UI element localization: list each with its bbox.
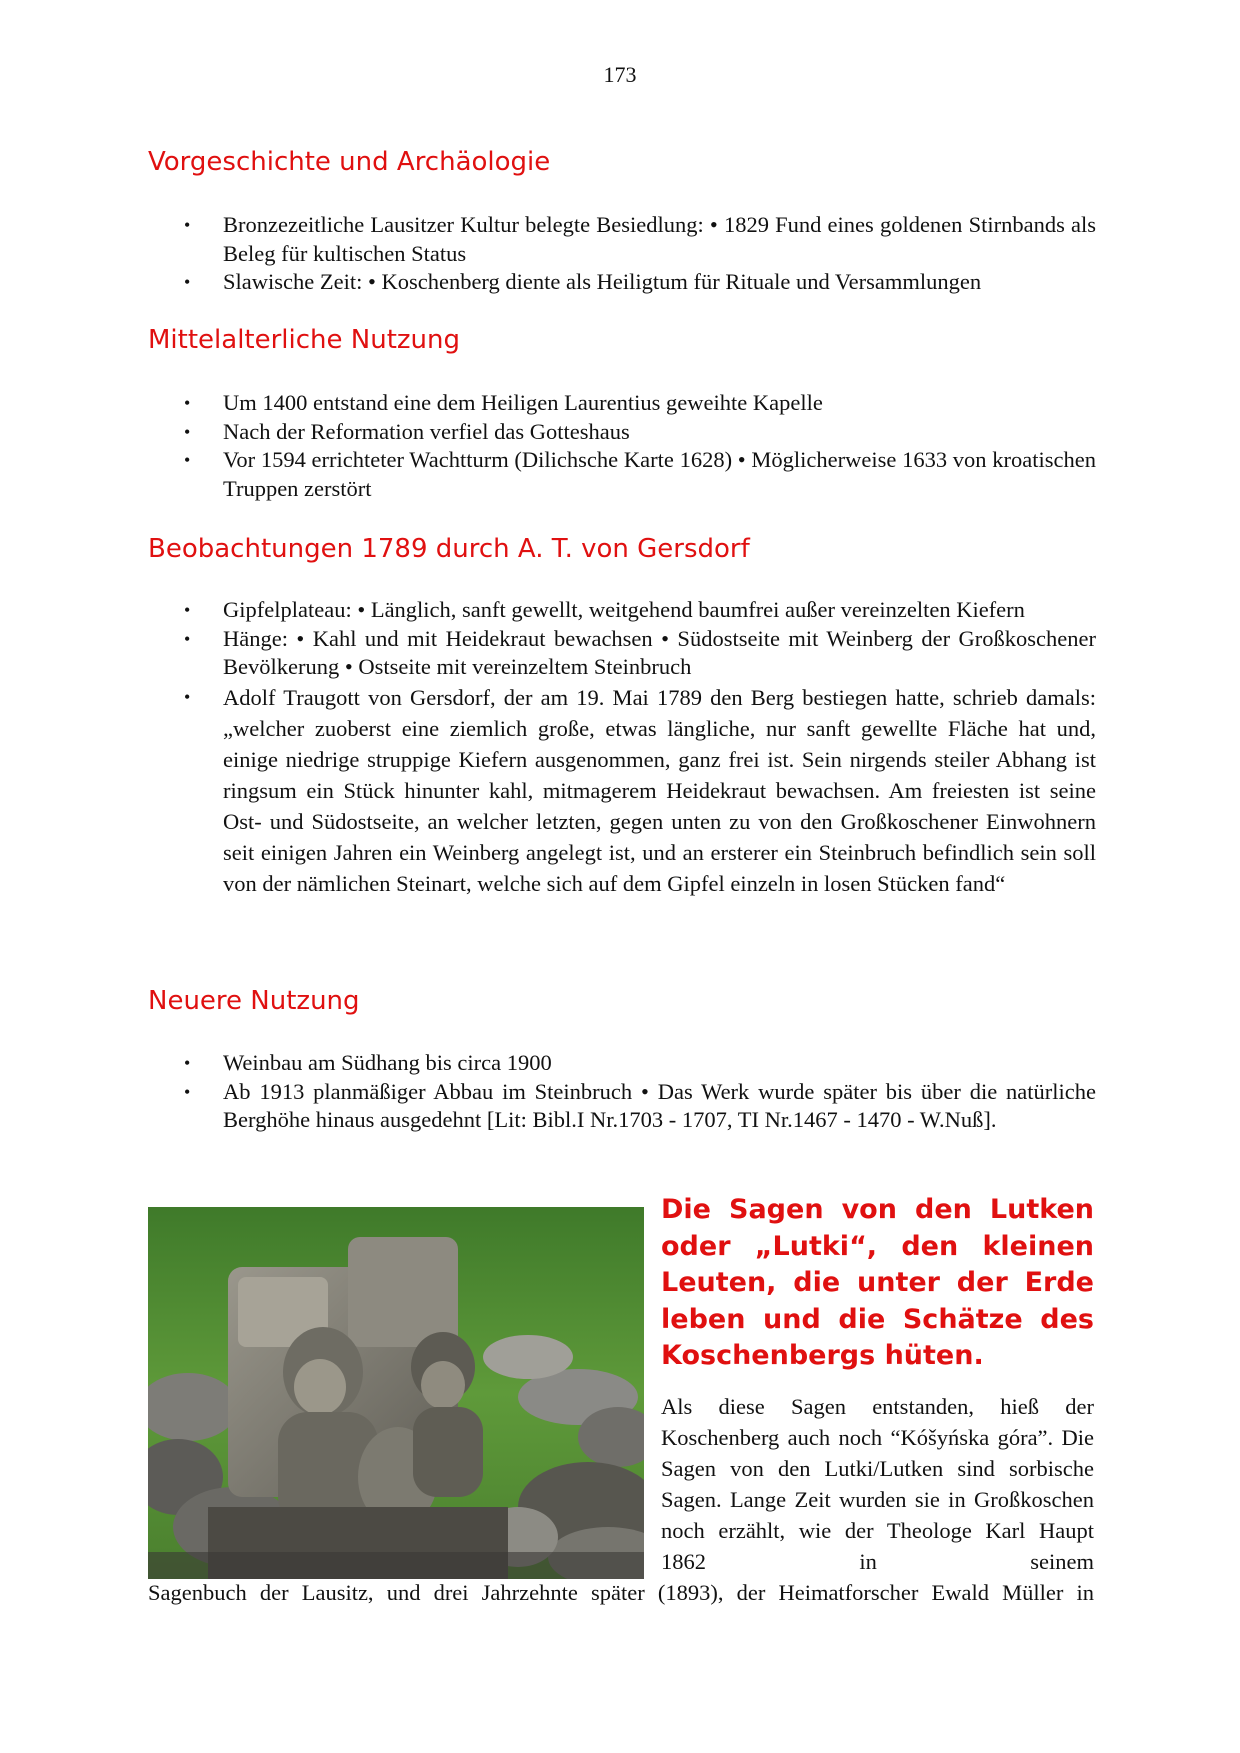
- list-item: • Vor 1594 errichteter Wachtturm (Dilichsche Karte 1628) • Möglicherweise 1633 von kroatischen Truppen zerstört: [148, 446, 1096, 503]
- section-heading-neuere-nutzung: Neuere Nutzung: [148, 986, 360, 1016]
- list-item: • Bronzezeitliche Lausitzer Kultur belegte Besiedlung: • 1829 Fund eines goldenen Stirnbands als Beleg für kultischen Status: [148, 211, 1096, 268]
- section-heading-vorgeschichte: Vorgeschichte und Archäologie: [148, 147, 551, 177]
- sagen-heading: Die Sagen von den Lutken oder „Lutki“, den kleinen Leuten, die unter der Erde leben und die Schätze des Koschenbergs hüten.: [661, 1194, 1094, 1371]
- list-item: • Ab 1913 planmäßiger Abbau im Steinbruch • Das Werk wurde später bis über die natürliche Berghöhe hinaus ausgedehnt [Lit: Bibl.I Nr.1703 - 1707, TI Nr.1467 - 1470 - W.Nuß].: [148, 1078, 1096, 1135]
- list-item: • Slawische Zeit: • Koschenberg diente als Heiligtum für Rituale und Versammlungen: [148, 268, 1096, 297]
- list-item: • Weinbau am Südhang bis circa 1900: [148, 1049, 1096, 1078]
- page-number: 173: [603, 62, 637, 87]
- list-item: • Um 1400 entstand eine dem Heiligen Laurentius geweihte Kapelle: [148, 389, 1096, 418]
- sagen-paragraph-last-line: Sagenbuch der Lausitz, und drei Jahrzehnte später (1893), der Heimatforscher Ewald Müller in: [148, 1580, 1094, 1605]
- section-heading-gersdorf: Beobachtungen 1789 durch A. T. von Gersdorf: [148, 534, 750, 564]
- sagen-paragraph: Als diese Sagen entstanden, hieß der Koschenberg auch noch “Kóšyńska góra”. Die Sagen von den Lutki/Lutken sind sorbische Sagen. Lange Zeit wurden sie in Großkoschen noch erzählt, wie der Theologe Karl Haupt 1862 in seinem: [661, 1394, 1094, 1574]
- bullet-list-mittelalter: [148, 389, 1096, 503]
- bullet-list-gersdorf: [148, 596, 1096, 899]
- bullet-list-neuere-nutzung: [148, 1049, 1096, 1135]
- list-item: • Gipfelplateau: • Länglich, sanft gewellt, weitgehend baumfrei außer vereinzelten Kiefern: [148, 596, 1096, 625]
- bullet-list-vorgeschichte: [148, 211, 1096, 297]
- list-item: • Nach der Reformation verfiel das Gotteshaus: [148, 418, 1096, 447]
- list-item: • Adolf Traugott von Gersdorf, der am 19. Mai 1789 den Berg bestiegen hatte, schrieb damals: „welcher zuoberst eine ziemlich große, etwas längliche, nur sanft gewellte Fläche hat und, einige niedrige struppige Kiefern ausgenommen, ganz frei ist. Sein nirgends steiler Abhang ist ringsum ein Stück hinunter kahl, mitmagerem Heidekraut bewachsen. Am freiesten ist seine Ost- und Südostseite, an welcher letzten, gegen unten zu von den Großkoschener Einwohnern seit einigen Jahren ein Weinberg angelegt ist, und an ersterer ein Steinbruch befindlich sein soll von der nämlichen Steinart, welche sich auf dem Gipfel einzeln in losen Stücken fand“: [148, 682, 1096, 899]
- lutki-sculpture-photo: [148, 1207, 644, 1579]
- section-heading-mittelalter: Mittelalterliche Nutzung: [148, 325, 461, 355]
- list-item: • Hänge: • Kahl und mit Heidekraut bewachsen • Südostseite mit Weinberg der Großkoschener Bevölkerung • Ostseite mit vereinzeltem Steinbruch: [148, 625, 1096, 682]
